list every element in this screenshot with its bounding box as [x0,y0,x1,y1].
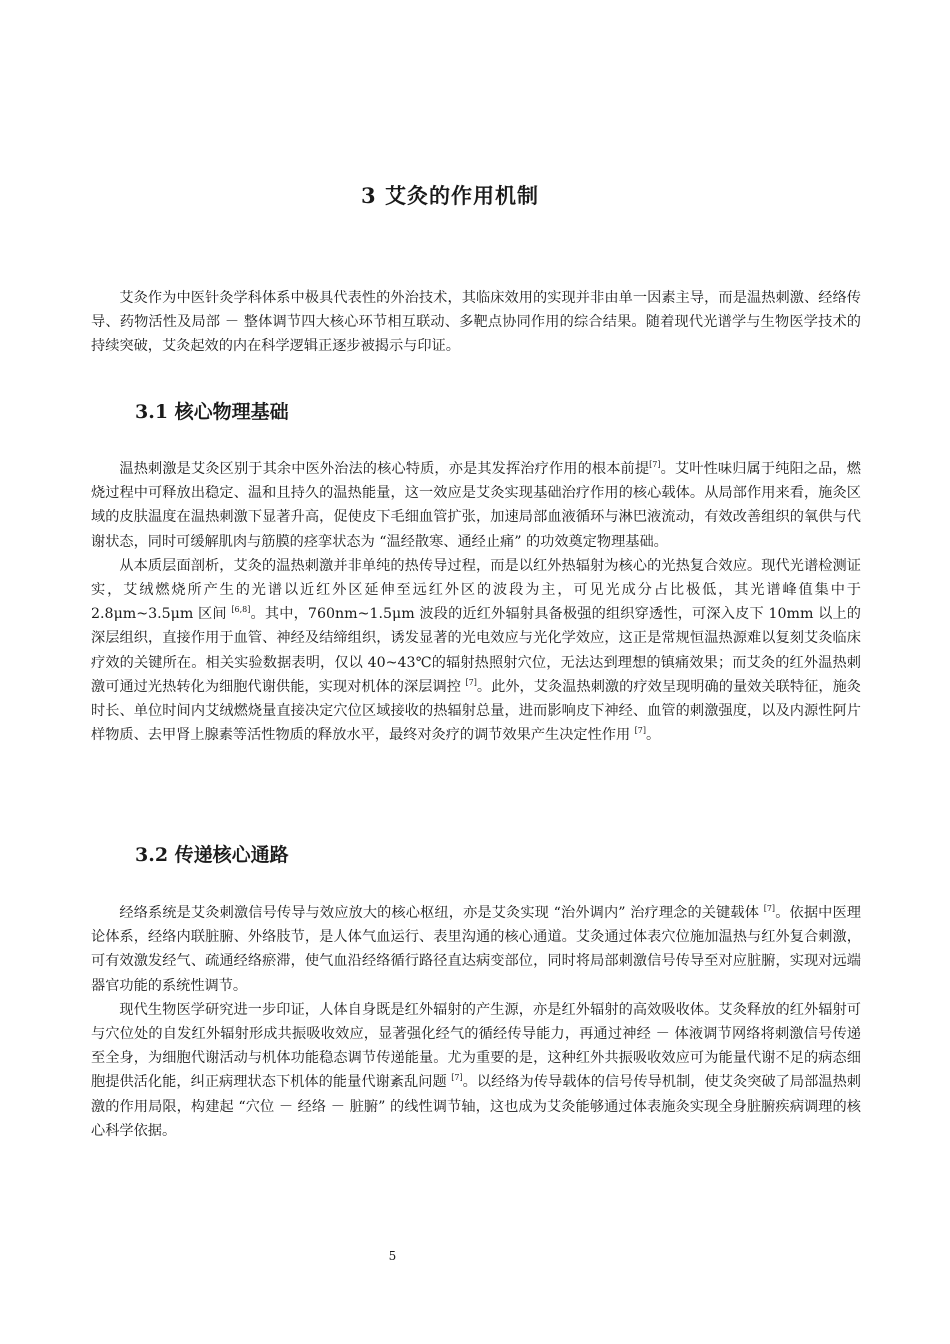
paragraph-text: 。依据中医理论体系，经络内联脏腑、外络肢节，是人体气血运行、表里沟通的核心通道。艾灸通过体表穴位施加温热与红外复合刺激，可有效激发经气、疏通经络瘀滞，使气血沿经络循行路径直达病变部位，同时将局部刺激信号传导至对应脏腑，实现对远端器官功能的系统性调节。 [91,905,861,994]
citation: [7] [649,460,661,469]
section-3-1-body [91,457,861,747]
paragraph-text: 。其中，760nm~1.5μm 波段的近红外辐射具备极强的组织穿透性，可深入皮下 10mm 以上的深层组织，直接作用于血管、神经及结缔组织，诱发显著的光电效应与光化学效应，这正是常规恒温热源难以复刻艾灸临床疗效的关键所在。相关实验数据表明，仅以 40~43℃的辐射热照射穴位，无法达到理想的镇痛效果；而艾灸的红外温热刺激可通过光热转化为细胞代谢供能，实现对机体的深层调控 [91,606,861,695]
citation: [7] [763,904,776,913]
intro-section [91,286,861,359]
section-3-1-paragraph-2 [91,554,861,748]
paragraph-text: 。艾叶性味归属于纯阳之品，燃烧过程中可释放出稳定、温和且持久的温热能量，这一效应是艾灸实现基础治疗作用的核心载体。从局部作用来看，施灸区域的皮肤温度在温热刺激下显著升高，促使皮下毛细血管扩张，加速局部血液循环与淋巴液流动，有效改善组织的氧供与代谢状态，同时可缓解肌肉与筋膜的痉挛状态为 “温经散寒、通经止痛” 的功效奠定物理基础。 [91,461,861,550]
paragraph-text: 温热刺激是艾灸区别于其余中医外治法的核心特质，亦是其发挥治疗作用的根本前提 [119,461,650,477]
paragraph-text: 。以经络为传导载体的信号传导机制，使艾灸突破了局部温热刺激的作用局限，构建起 “穴位 － 经络 － 脏腑” 的线性调节轴，这也成为艾灸能够通过体表施灸实现全身脏腑疾病调理的核心科学依据。 [91,1074,861,1139]
section-3-1-heading: 3.1 核心物理基础 [135,401,289,423]
intro-paragraph: 艾灸作为中医针灸学科体系中极具代表性的外治技术，其临床效用的实现并非由单一因素主导，而是温热刺激、经络传导、药物活性及局部 － 整体调节四大核心环节相互联动、多靶点协同作用的综合结果。随着现代光谱学与生物医学技术的持续突破，艾灸起效的内在科学逻辑正逐步被揭示与印证。 [91,290,861,355]
section-3-1-paragraph-1 [91,457,861,554]
section-3-2-heading: 3.2 传递核心通路 [135,844,289,866]
citation: [7] [465,677,477,687]
section-3-2-body [91,901,861,1143]
citation: [7] [451,1073,463,1083]
paragraph-text: 现代生物医学研究进一步印证，人体自身既是红外辐射的产生源，亦是红外辐射的高效吸收体。艾灸释放的红外辐射可与穴位处的自发红外辐射形成共振吸收效应，显著强化经气的循经传导能力，再通过神经 － 体液调节网络将刺激信号传递至全身，为细胞代谢活动与机体功能稳态调节传递能量。尤为重要的是，这种红外共振吸收效应可为能量代谢不足的病态细胞提供活化能，纠正病理状态下机体的能量代谢紊乱问题 [91,1001,861,1091]
chapter-title: 3 艾灸的作用机制 [361,183,539,208]
paragraph-text: 。 [645,727,661,744]
page-number: 5 [388,1249,397,1263]
paragraph-text: 。此外，艾灸温热刺激的疗效呈现明确的量效关联特征，施灸时长、单位时间内艾绒燃烧量直接决定穴位区域接收的热辐射总量，进而影响皮下神经、血管的刺激强度，以及内源性阿片样物质、去甲肾上腺素等活性物质的释放水平，最终对灸疗的调节效果产生决定性作用 [91,678,861,744]
section-3-2-paragraph-2 [91,998,861,1143]
section-3-2-paragraph-1 [91,901,861,998]
citation: [6,8] [231,605,251,615]
paragraph-text: 经络系统是艾灸刺激信号传导与效应放大的核心枢纽，亦是艾灸实现 “治外调内” 治疗理念的关键载体 [119,905,764,921]
citation: [7] [634,726,646,736]
paragraph-text: 从本质层面剖析，艾灸的温热刺激并非单纯的热传导过程，而是以红外热辐射为核心的光热复合效应。现代光谱检测证实，艾绒燃烧所产生的光谱以近红外区延伸至远红外区的波段为主，可见光成分占比极低，其光谱峰值集中于 2.8μm~3.5μm 区间 [91,557,861,623]
